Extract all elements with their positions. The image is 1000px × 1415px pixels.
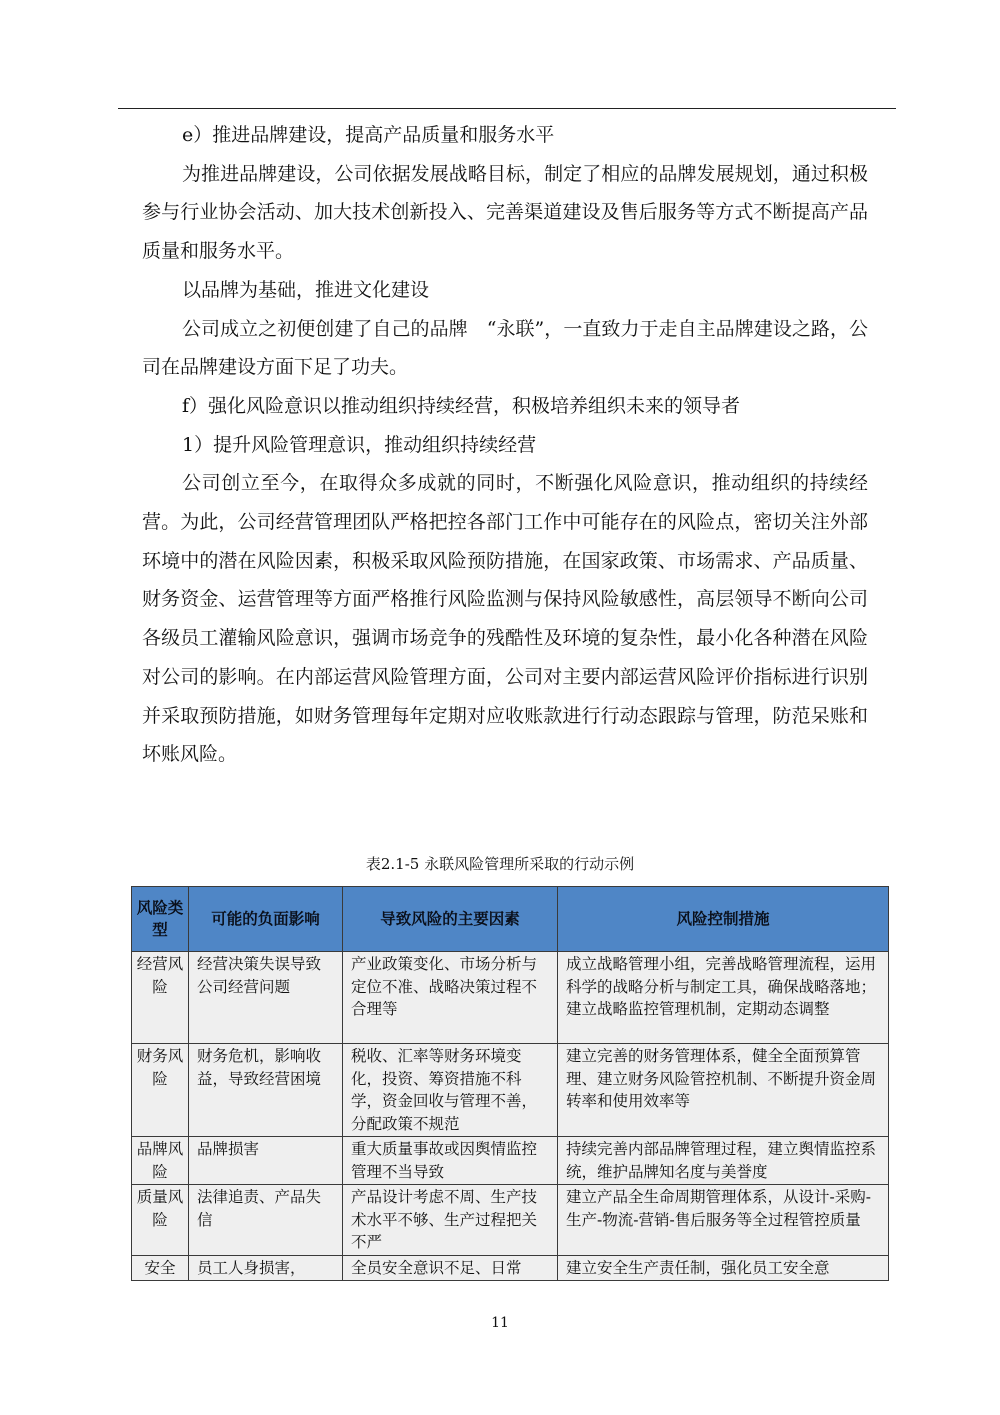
heading-risk-awareness: 1）提升风险管理意识，推动组织持续经营	[182, 433, 537, 456]
body-text	[142, 116, 868, 774]
cell-measures: 持续完善内部品牌管理过程，建立舆情监控系统，维护品牌知名度与美誉度	[558, 1137, 889, 1185]
cell-risk-type: 质量风险	[132, 1185, 189, 1256]
cell-risk-type: 经营风险	[132, 952, 189, 1044]
paragraph-culture: 公司成立之初便创建了自己的品牌 “永联”，一直致力于走自主品牌建设之路，公司在品牌建设方面下足了功夫。	[142, 317, 868, 379]
cell-factors: 全员安全意识不足、日常	[343, 1255, 558, 1281]
heading-risk: f）强化风险意识以推动组织持续经营，积极培养组织未来的领导者	[182, 394, 741, 417]
heading-culture: 以品牌为基础，推进文化建设	[182, 278, 430, 301]
cell-measures: 建立安全生产责任制，强化员工安全意	[558, 1255, 889, 1281]
cell-measures: 建立完善的财务管理体系，健全全面预算管理、建立财务风险管控机制、不断提升资金周转率和使用效率等	[558, 1044, 889, 1137]
cell-risk-type: 品牌风险	[132, 1137, 189, 1185]
cell-measures: 成立战略管理小组，完善战略管理流程，运用科学的战略分析与制定工具，确保战略落地；建立战略监控管理机制，定期动态调整	[558, 952, 889, 1044]
header-rule	[118, 108, 896, 109]
table-row	[132, 1137, 889, 1185]
header-control-measures: 风险控制措施	[558, 887, 889, 952]
header-main-factors: 导致风险的主要因素	[343, 887, 558, 952]
heading-brand: e）推进品牌建设，提高产品质量和服务水平	[182, 124, 555, 146]
cell-impact: 法律追责、产品失信	[189, 1185, 343, 1256]
header-negative-impact: 可能的负面影响	[189, 887, 343, 952]
paragraph-risk: 公司创立至今，在取得众多成就的同时，不断强化风险意识，推动组织的持续经营。为此，公司经营管理团队严格把控各部门工作中可能存在的风险点，密切关注外部环境中的潜在风险因素，积极采取风险预防措施，在国家政策、市场需求、产品质量、财务资金、运营管理等方面严格推行风险监测与保持风险敏感性，高层领导不断向公司各级员工灌输风险意识，强调市场竞争的残酷性及环境的复杂性，最小化各种潜在风险对公司的影响。在内部运营风险管理方面，公司对主要内部运营风险评价指标进行识别并采取预防措施，如财务管理每年定期对应收账款进行行动态跟踪与管理，防范呆账和坏账风险。	[142, 472, 868, 766]
paragraph-brand: 为推进品牌建设，公司依据发展战略目标，制定了相应的品牌发展规划，通过积极参与行业协会活动、加大技术创新投入、完善渠道建设及售后服务等方式不断提高产品质量和服务水平。	[142, 162, 868, 263]
table-caption: 表2.1-5 永联风险管理所采取的行动示例	[365, 855, 635, 873]
table-row	[132, 1185, 889, 1256]
cell-measures: 建立产品全生命周期管理体系，从设计-采购-生产-物流-营销-售后服务等全过程管控质量	[558, 1185, 889, 1256]
cell-impact: 经营决策失误导致公司经营问题	[189, 952, 343, 1044]
header-risk-type: 风险类型	[132, 887, 189, 952]
cell-factors: 重大质量事故或因舆情监控管理不当导致	[343, 1137, 558, 1185]
table-row	[132, 1044, 889, 1137]
cell-impact: 品牌损害	[189, 1137, 343, 1185]
page-number: 11	[491, 1315, 509, 1331]
table-header-row	[132, 887, 889, 952]
table-row	[132, 1255, 889, 1281]
risk-table	[131, 886, 889, 1281]
cell-risk-type: 财务风险	[132, 1044, 189, 1137]
cell-factors: 产业政策变化、市场分析与定位不准、战略决策过程不合理等	[343, 952, 558, 1044]
cell-impact: 员工人身损害，	[189, 1255, 343, 1281]
cell-risk-type: 安全	[132, 1255, 189, 1281]
table-row	[132, 952, 889, 1044]
cell-factors: 产品设计考虑不周、生产技术水平不够、生产过程把关不严	[343, 1185, 558, 1256]
cell-impact: 财务危机，影响收益，导致经营困境	[189, 1044, 343, 1137]
cell-factors: 税收、汇率等财务环境变化，投资、筹资措施不科学，资金回收与管理不善，分配政策不规范	[343, 1044, 558, 1137]
